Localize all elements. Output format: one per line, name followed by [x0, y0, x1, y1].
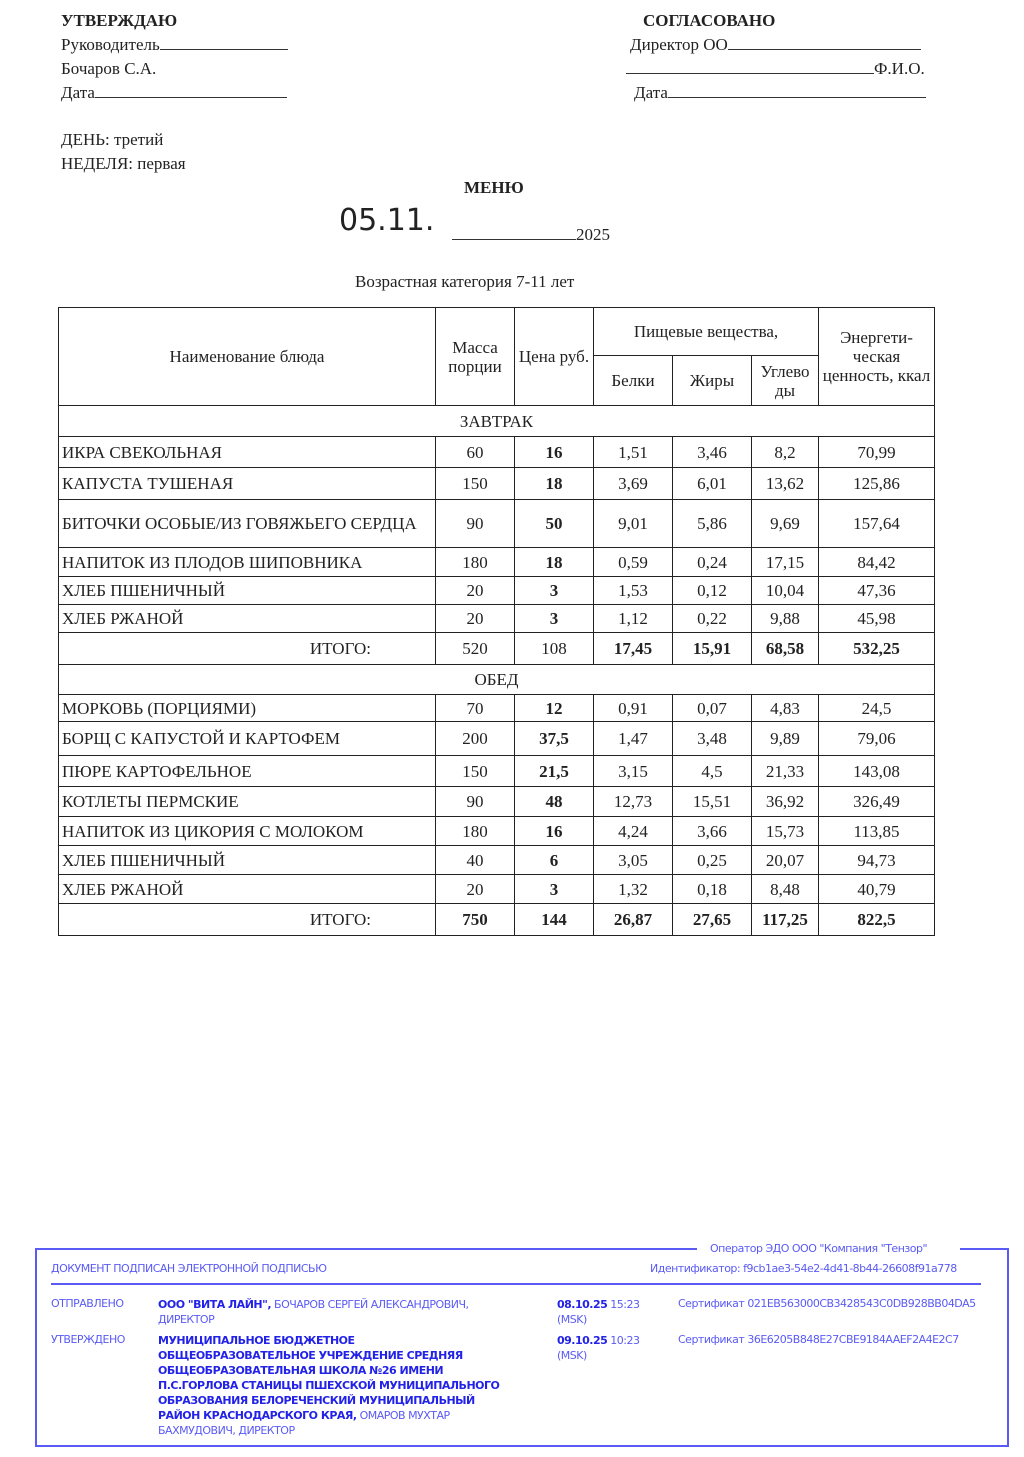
cell-energy: 47,36 [819, 577, 935, 605]
cell-energy: 84,42 [819, 548, 935, 577]
cell-carbs: 21,33 [752, 756, 819, 787]
cell-fat: 0,22 [673, 605, 752, 633]
cell-protein: 0,59 [594, 548, 673, 577]
cell-carbs: 9,89 [752, 722, 819, 756]
agreed-date-label: Дата [634, 83, 668, 102]
cell-mass: 20 [436, 875, 515, 904]
cell-fat: 3,66 [673, 817, 752, 846]
date-line [668, 83, 926, 98]
table-row [59, 756, 935, 787]
cell-price: 6 [515, 846, 594, 875]
approve-role [61, 35, 288, 55]
cell-fat: 3,46 [673, 437, 752, 468]
cell-carbs: 8,48 [752, 875, 819, 904]
header-carbs: Углево ды [752, 356, 819, 406]
cell-fat: 0,07 [673, 695, 752, 722]
cell-energy: 94,73 [819, 846, 935, 875]
cell-fat: 3,48 [673, 722, 752, 756]
date-line [452, 225, 576, 240]
header-price: Цена руб. [515, 308, 594, 406]
cell-carbs: 8,2 [752, 437, 819, 468]
cell-name: ХЛЕБ ПШЕНИЧНЫЙ [59, 846, 436, 875]
total-price: 108 [515, 633, 594, 665]
cell-name: КОТЛЕТЫ ПЕРМСКИЕ [59, 787, 436, 817]
cell-protein: 1,47 [594, 722, 673, 756]
cell-name: БИТОЧКИ ОСОБЫЕ/ИЗ ГОВЯЖЬЕГО СЕРДЦА [59, 500, 436, 548]
cell-protein: 0,91 [594, 695, 673, 722]
stamp-identifier: Идентификатор: f9cb1ae3-54e2-4d41-8b44-26608f91a778 [650, 1262, 957, 1275]
cell-fat: 0,18 [673, 875, 752, 904]
stamp-divider [51, 1283, 981, 1285]
day-label: ДЕНЬ: третий [61, 130, 164, 149]
cell-protein: 3,05 [594, 846, 673, 875]
total-mass: 750 [436, 904, 515, 936]
cell-mass: 180 [436, 817, 515, 846]
table-row [59, 846, 935, 875]
approve-role-label: Руководитель [61, 35, 160, 54]
cell-carbs: 13,62 [752, 468, 819, 500]
cell-price: 3 [515, 875, 594, 904]
cell-price: 12 [515, 695, 594, 722]
cell-mass: 20 [436, 605, 515, 633]
approved-tz: (MSK) [557, 1349, 587, 1362]
cell-protein: 3,69 [594, 468, 673, 500]
approved-cert: Сертификат 36E6205B848E27CBE9184AAEF2A4E2C7 [678, 1333, 959, 1346]
e-signature-stamp [35, 1242, 1009, 1447]
cell-energy: 40,79 [819, 875, 935, 904]
approved-person: ОМАРОВ МУХТАР [359, 1409, 450, 1422]
sent-cert: Сертификат 021EB563000CB3428543C0DB928BB04DA5 [678, 1297, 976, 1310]
cell-name: НАПИТОК ИЗ ЦИКОРИЯ С МОЛОКОМ [59, 817, 436, 846]
header-name: Наименование блюда [59, 308, 436, 406]
cell-carbs: 10,04 [752, 577, 819, 605]
approved-org-line: МУНИЦИПАЛЬНОЕ БЮДЖЕТНОЕ [158, 1334, 355, 1347]
total-fat: 27,65 [673, 904, 752, 936]
approved-org-line: РАЙОН КРАСНОДАРСКОГО КРАЯ, [158, 1409, 357, 1422]
total-row [59, 904, 935, 936]
cell-price: 21,5 [515, 756, 594, 787]
table-row [59, 817, 935, 846]
cell-energy: 326,49 [819, 787, 935, 817]
cell-carbs: 9,88 [752, 605, 819, 633]
cell-name: БОРЩ С КАПУСТОЙ И КАРТОФЕМ [59, 722, 436, 756]
total-carbs: 117,25 [752, 904, 819, 936]
cell-name: ХЛЕБ РЖАНОЙ [59, 875, 436, 904]
sent-date: 08.10.25 [557, 1298, 608, 1311]
cell-name: КАПУСТА ТУШЕНАЯ [59, 468, 436, 500]
cell-protein: 1,51 [594, 437, 673, 468]
sent-time: 15:23 [610, 1298, 640, 1311]
sent-tz: (MSK) [557, 1313, 587, 1326]
total-name: ИТОГО: [59, 633, 436, 665]
cell-fat: 0,12 [673, 577, 752, 605]
fio-line [626, 59, 874, 74]
cell-mass: 60 [436, 437, 515, 468]
table-row [59, 468, 935, 500]
approved-org-line: ОБЩЕОБРАЗОВАТЕЛЬНОЕ УЧРЕЖДЕНИЕ СРЕДНЯЯ [158, 1349, 463, 1362]
section-row [59, 406, 935, 437]
stamp-border [35, 1248, 697, 1250]
age-category: Возрастная категория 7-11 лет [355, 272, 575, 291]
year-value: 2025 [576, 225, 610, 244]
agreed-date [634, 83, 926, 103]
sent-datetime [557, 1297, 639, 1327]
header-energy: Энергети-ческая ценность, ккал [819, 308, 935, 406]
table-row [59, 787, 935, 817]
header-mass: Масса порции [436, 308, 515, 406]
table-row [59, 875, 935, 904]
total-row [59, 633, 935, 665]
cell-carbs: 4,83 [752, 695, 819, 722]
cell-fat: 5,86 [673, 500, 752, 548]
table-row [59, 500, 935, 548]
section-title: ОБЕД [59, 665, 935, 695]
cell-carbs: 9,69 [752, 500, 819, 548]
cell-energy: 157,64 [819, 500, 935, 548]
table-row [59, 695, 935, 722]
cell-fat: 0,24 [673, 548, 752, 577]
cell-fat: 6,01 [673, 468, 752, 500]
agreed-role [630, 35, 921, 55]
cell-price: 18 [515, 548, 594, 577]
total-carbs: 68,58 [752, 633, 819, 665]
approve-date-label: Дата [61, 83, 95, 102]
cell-mass: 90 [436, 500, 515, 548]
approved-person-role: БАХМУДОВИЧ, ДИРЕКТОР [158, 1424, 295, 1437]
total-price: 144 [515, 904, 594, 936]
approve-name: Бочаров С.А. [61, 59, 157, 78]
cell-mass: 150 [436, 468, 515, 500]
total-protein: 26,87 [594, 904, 673, 936]
cell-protein: 1,32 [594, 875, 673, 904]
table-row [59, 548, 935, 577]
total-energy: 532,25 [819, 633, 935, 665]
signature-line [728, 35, 921, 50]
cell-protein: 12,73 [594, 787, 673, 817]
cell-mass: 200 [436, 722, 515, 756]
cell-fat: 15,51 [673, 787, 752, 817]
cell-protein: 1,12 [594, 605, 673, 633]
section-title: ЗАВТРАК [59, 406, 935, 437]
cell-name: МОРКОВЬ (ПОРЦИЯМИ) [59, 695, 436, 722]
cell-mass: 40 [436, 846, 515, 875]
cell-fat: 4,5 [673, 756, 752, 787]
cell-carbs: 17,15 [752, 548, 819, 577]
agreed-role-label: Директор ОО [630, 35, 728, 54]
approved-time: 10:23 [610, 1334, 640, 1347]
header-nutrients: Пищевые вещества, [594, 308, 819, 356]
approved-datetime [557, 1333, 639, 1363]
cell-energy: 79,06 [819, 722, 935, 756]
week-label: НЕДЕЛЯ: первая [61, 154, 186, 173]
section-row [59, 665, 935, 695]
date-line [95, 83, 287, 98]
cell-energy: 125,86 [819, 468, 935, 500]
cell-mass: 70 [436, 695, 515, 722]
signature-line [160, 35, 288, 50]
approve-title: УТВЕРЖДАЮ [61, 11, 178, 30]
total-energy: 822,5 [819, 904, 935, 936]
approved-org-line: ОБРАЗОВАНИЯ БЕЛОРЕЧЕНСКИЙ МУНИЦИПАЛЬНЫЙ [158, 1394, 475, 1407]
cell-energy: 143,08 [819, 756, 935, 787]
cell-protein: 9,01 [594, 500, 673, 548]
approved-label: УТВЕРЖДЕНО [51, 1333, 125, 1346]
cell-price: 3 [515, 605, 594, 633]
cell-price: 18 [515, 468, 594, 500]
stamp-border [960, 1248, 1009, 1250]
table-row [59, 722, 935, 756]
table-row [59, 577, 935, 605]
agreed-fio-label: Ф.И.О. [874, 59, 925, 78]
total-mass: 520 [436, 633, 515, 665]
cell-protein: 4,24 [594, 817, 673, 846]
menu-table [58, 307, 935, 936]
cell-name: НАПИТОК ИЗ ПЛОДОВ ШИПОВНИКА [59, 548, 436, 577]
sent-org: ООО "ВИТА ЛАЙН", [158, 1298, 272, 1311]
cell-protein: 1,53 [594, 577, 673, 605]
stamp-signed: ДОКУМЕНТ ПОДПИСАН ЭЛЕКТРОННОЙ ПОДПИСЬЮ [51, 1262, 327, 1275]
approve-date [61, 83, 287, 103]
total-fat: 15,91 [673, 633, 752, 665]
cell-price: 48 [515, 787, 594, 817]
header-fat: Жиры [673, 356, 752, 406]
sent-role: ДИРЕКТОР [158, 1313, 215, 1326]
sent-label: ОТПРАВЛЕНО [51, 1297, 124, 1310]
cell-mass: 150 [436, 756, 515, 787]
cell-energy: 24,5 [819, 695, 935, 722]
cell-name: ХЛЕБ РЖАНОЙ [59, 605, 436, 633]
stamp-operator: Оператор ЭДО ООО "Компания "Тензор" [710, 1242, 928, 1255]
cell-price: 50 [515, 500, 594, 548]
sent-signer [158, 1297, 469, 1327]
cell-energy: 113,85 [819, 817, 935, 846]
header-protein: Белки [594, 356, 673, 406]
cell-carbs: 15,73 [752, 817, 819, 846]
cell-mass: 20 [436, 577, 515, 605]
menu-year [452, 225, 610, 245]
cell-mass: 180 [436, 548, 515, 577]
sent-person: БОЧАРОВ СЕРГЕЙ АЛЕКСАНДРОВИЧ, [274, 1298, 469, 1311]
cell-name: ХЛЕБ ПШЕНИЧНЫЙ [59, 577, 436, 605]
cell-carbs: 36,92 [752, 787, 819, 817]
approved-org-line: ОБЩЕОБРАЗОВАТЕЛЬНАЯ ШКОЛА №26 ИМЕНИ [158, 1364, 444, 1377]
menu-title: МЕНЮ [464, 178, 524, 197]
total-name: ИТОГО: [59, 904, 436, 936]
cell-protein: 3,15 [594, 756, 673, 787]
cell-mass: 90 [436, 787, 515, 817]
agreed-fio [626, 59, 925, 79]
cell-name: ИКРА СВЕКОЛЬНАЯ [59, 437, 436, 468]
cell-price: 3 [515, 577, 594, 605]
cell-fat: 0,25 [673, 846, 752, 875]
cell-price: 16 [515, 817, 594, 846]
table-row [59, 605, 935, 633]
cell-price: 37,5 [515, 722, 594, 756]
approved-date: 09.10.25 [557, 1334, 608, 1347]
approved-org-line: П.С.ГОРЛОВА СТАНИЦЫ ПШЕХСКОЙ МУНИЦИПАЛЬНОГО [158, 1379, 500, 1392]
approved-signer [158, 1333, 499, 1438]
cell-price: 16 [515, 437, 594, 468]
cell-carbs: 20,07 [752, 846, 819, 875]
menu-date: 05.11. [339, 203, 435, 238]
total-protein: 17,45 [594, 633, 673, 665]
cell-name: ПЮРЕ КАРТОФЕЛЬНОЕ [59, 756, 436, 787]
cell-energy: 45,98 [819, 605, 935, 633]
cell-energy: 70,99 [819, 437, 935, 468]
agreed-title: СОГЛАСОВАНО [643, 11, 776, 30]
table-row [59, 437, 935, 468]
